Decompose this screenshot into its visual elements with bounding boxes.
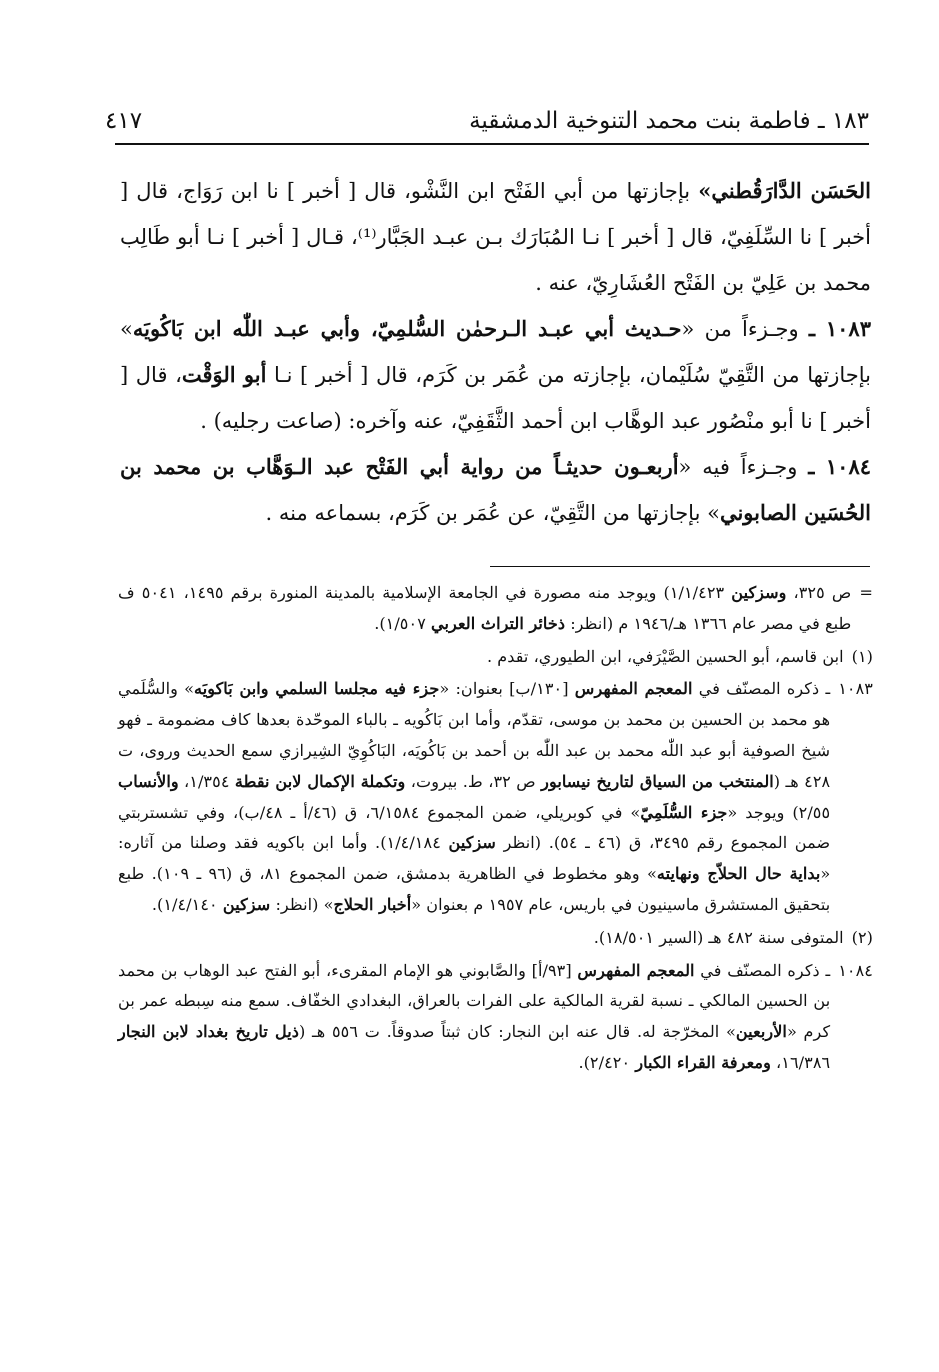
- footnote-label: (٢): [851, 927, 873, 947]
- entry-title: أربعـون حديثـاً من رواية أبي الفَتْح عبد الـوَهَّاب بن محمد بن الحُسَين الصابوني: [120, 454, 871, 525]
- footnote-label: ١٠٨٣: [838, 679, 873, 699]
- entry-text: وجـزءاً فيه «: [678, 455, 809, 479]
- note-text: » في كوبريلي، ضمن المجموع ٦/١٥٨٤، ق (٤٦/أ ـ ٤٨/ب)، وفي تشستربتي ضمن المجموع رقم ٣٤٩٥، ق (٤٦ ـ ٥٤). (انظر: [118, 802, 831, 853]
- note-bold: وسزكين: [731, 583, 787, 602]
- note-text: » وهو مخطوط في الظاهرية بدمشق، ضمن المجموع ٨١، ق (٩٦ ـ ١٠٩). طبع بتحقيق المستشرق ماسينيون في باريس، عام ١٩٥٧ م بعنوان «: [118, 864, 831, 914]
- entry-1083: [120, 306, 871, 444]
- footnote-1083: [118, 674, 873, 920]
- footnote-body: [118, 578, 851, 640]
- note-bold: جزء فيه مجلسا السلمي وابن بَاكويَه: [194, 679, 440, 699]
- note-bold: وتكملة الإكمال لابن نقطة: [234, 771, 406, 791]
- entry-number: ١٠٨٤ ـ: [808, 454, 872, 479]
- narrator-name: أبو الوَقْت: [181, 362, 267, 387]
- note-bold: ذيل تاريخ بغداد لابن النجار: [118, 1022, 299, 1042]
- entry-text: » بإجازتها من التَّقِيّ سُلَيْمان، بإجازته من عُمَر بن كَرَم، قال [ أخبر ] نـا: [120, 317, 871, 387]
- note-bold: ذخائر التراث العربي: [431, 613, 566, 633]
- entry-text: وجـزءاً من «: [681, 317, 809, 341]
- note-bold: والأنساب: [118, 771, 179, 791]
- footnote-body: ابن قاسم، أبو الحسين الصَّيْرَفي، ابن الطيوري، تقدم .: [486, 646, 844, 666]
- entry-1084: [120, 444, 871, 536]
- note-text: ١/٣٥٤،: [178, 771, 235, 791]
- note-text: ١/١/٤٢٣) ويوجد منه مصورة في الجامعة الإسلامية بالمدينة المنورة برقم ١٤٩٥، ٥٠٤١ ف طبع في مصر عام ١٣٦٦ هـ/١٩٤٦ م (انظر:: [118, 583, 852, 633]
- note-text: ـ ذكره المصنّف في: [694, 960, 831, 980]
- note-text: ١/٤/١٨٤). وأما ابن باكويه فقد وصلنا من آثاره: «: [118, 833, 831, 884]
- note-bold: المنتخب من السياق لتاريخ نيسابور: [541, 771, 774, 791]
- header-rule: [115, 143, 869, 145]
- entry-title: حـديث أبي عبـد الـرحمٰن السُّلمِيّ، وأبي عبـد اللّٰه ابن بَاكُويَه: [132, 316, 682, 341]
- note-bold: أخبار الحلاج: [333, 894, 412, 914]
- main-text: [120, 168, 871, 536]
- note-text: ١٦/٣٨٦،: [770, 1052, 831, 1072]
- paragraph-text: بإجازتها من أبي الفَتْح ابن النَّشْو، قال [ أخبر ] نا ابن رَوَاج، قال [ أخبر ] نا السِّلَفِيّ، قال [ أخبر ] نـا المُبَارَك بـن عبـد الجَبَّار⁽¹⁾، قـال [ أخبر ] نـا أبو طَالِب محمد بن عَلِيّ بن الفَتْح العُشَارِيّ، عنه .: [120, 179, 871, 295]
- running-title: ١٨٣ ـ فاطمة بنت محمد التنوخية الدمشقية: [469, 108, 869, 134]
- footnote-body: المتوفى سنة ٤٨٢ هـ (السير ١٨/٥٠١).: [593, 927, 844, 947]
- entry-text: ، قال [ أخبر ] نا أبو منْصُور عبد الوهَّاب ابن أحمد الثَّقَفِيّ، عنه وآخره: (صاعت رجليه) .: [120, 363, 871, 433]
- note-text: ١/٤/١٤٠).: [151, 894, 223, 914]
- note-text: ص ٣٢، ط. بيروت،: [405, 771, 542, 791]
- note-text: » والسُّلَمي هو محمد بن الحسين بن محمد بن موسى، تقدّم، وأما ابن بَاكُويه ـ بالباء الموحّدة بعدها كاف مضمومة ـ فهو شيخ الصوفية أبو عبد اللّٰه محمد بن عبد اللّٰه بن أحمد بن بَاكُويَه، البَاكُوِيّ الشِيرازي سمع الحديث وروى، ت ٤٢٨ هـ (: [118, 679, 831, 791]
- note-text: » المخرّجة له. قال عنه ابن النجار: كان ثبتاً صدوقاً. ت ٥٥٦ هـ (: [298, 1022, 736, 1042]
- footnote-continued: [118, 578, 873, 640]
- note-bold: سزكين: [448, 833, 496, 853]
- note-text: ٢/٥٥) ويوجد «: [727, 802, 831, 822]
- note-text: ـ ذكره المصنّف في: [692, 679, 831, 699]
- running-header: [105, 92, 869, 134]
- note-bold: سزكين: [222, 894, 271, 914]
- note-bold: المعجم المفهرس: [577, 960, 695, 980]
- note-bold: بداية حال الحلاّج ونهايته: [656, 864, 821, 884]
- footnote-label: (١): [851, 646, 873, 666]
- paragraph-continuation: [120, 168, 871, 306]
- bold-phrase: الحَسَن الدَّارَقُطني»: [698, 178, 871, 203]
- note-text: ٢/٤٢٠).: [578, 1052, 636, 1072]
- note-text: ص ٣٢٥،: [786, 583, 852, 602]
- note-text: » (انظر:: [270, 894, 334, 914]
- footnote-1: [118, 642, 873, 673]
- entry-number: ١٠٨٣ ـ: [808, 316, 871, 341]
- note-bold: جزء السُّلَمِيّ: [640, 802, 728, 822]
- page-number: ٤١٧: [105, 108, 143, 134]
- note-text: ١/٥٠٧).: [374, 613, 432, 633]
- note-bold: ومعرفة القراء الكبار: [635, 1052, 771, 1072]
- note-text: [١٣٠/ب] بعنوان: «: [439, 679, 575, 699]
- footnotes: [118, 578, 873, 1079]
- note-bold: المعجم المفهرس: [574, 679, 693, 699]
- footnote-1084: [118, 956, 873, 1079]
- footnote-label: =: [859, 583, 873, 602]
- footnote-2: [118, 923, 873, 954]
- note-bold: الأربعين: [735, 1022, 787, 1042]
- footnote-separator: [490, 566, 870, 567]
- note-text: [٩٣/أ] والصَّابوني هو الإمام المقرىء، أبو الفتح عبد الوهاب بن محمد بن الحسين المالكي ـ نسبة لقرية المالكية على الفرات بالعراق، البغدادي الخفّاف. سمع منه سِبطه عمر بن كرم «: [118, 960, 831, 1042]
- entry-text: » بإجازتها من التَّقِيّ، عن عُمَر بن كَرَم، بسماعه منه .: [265, 501, 720, 525]
- footnote-body: [118, 956, 830, 1079]
- footnote-label: ١٠٨٤: [838, 960, 873, 980]
- footnote-body: [118, 674, 830, 920]
